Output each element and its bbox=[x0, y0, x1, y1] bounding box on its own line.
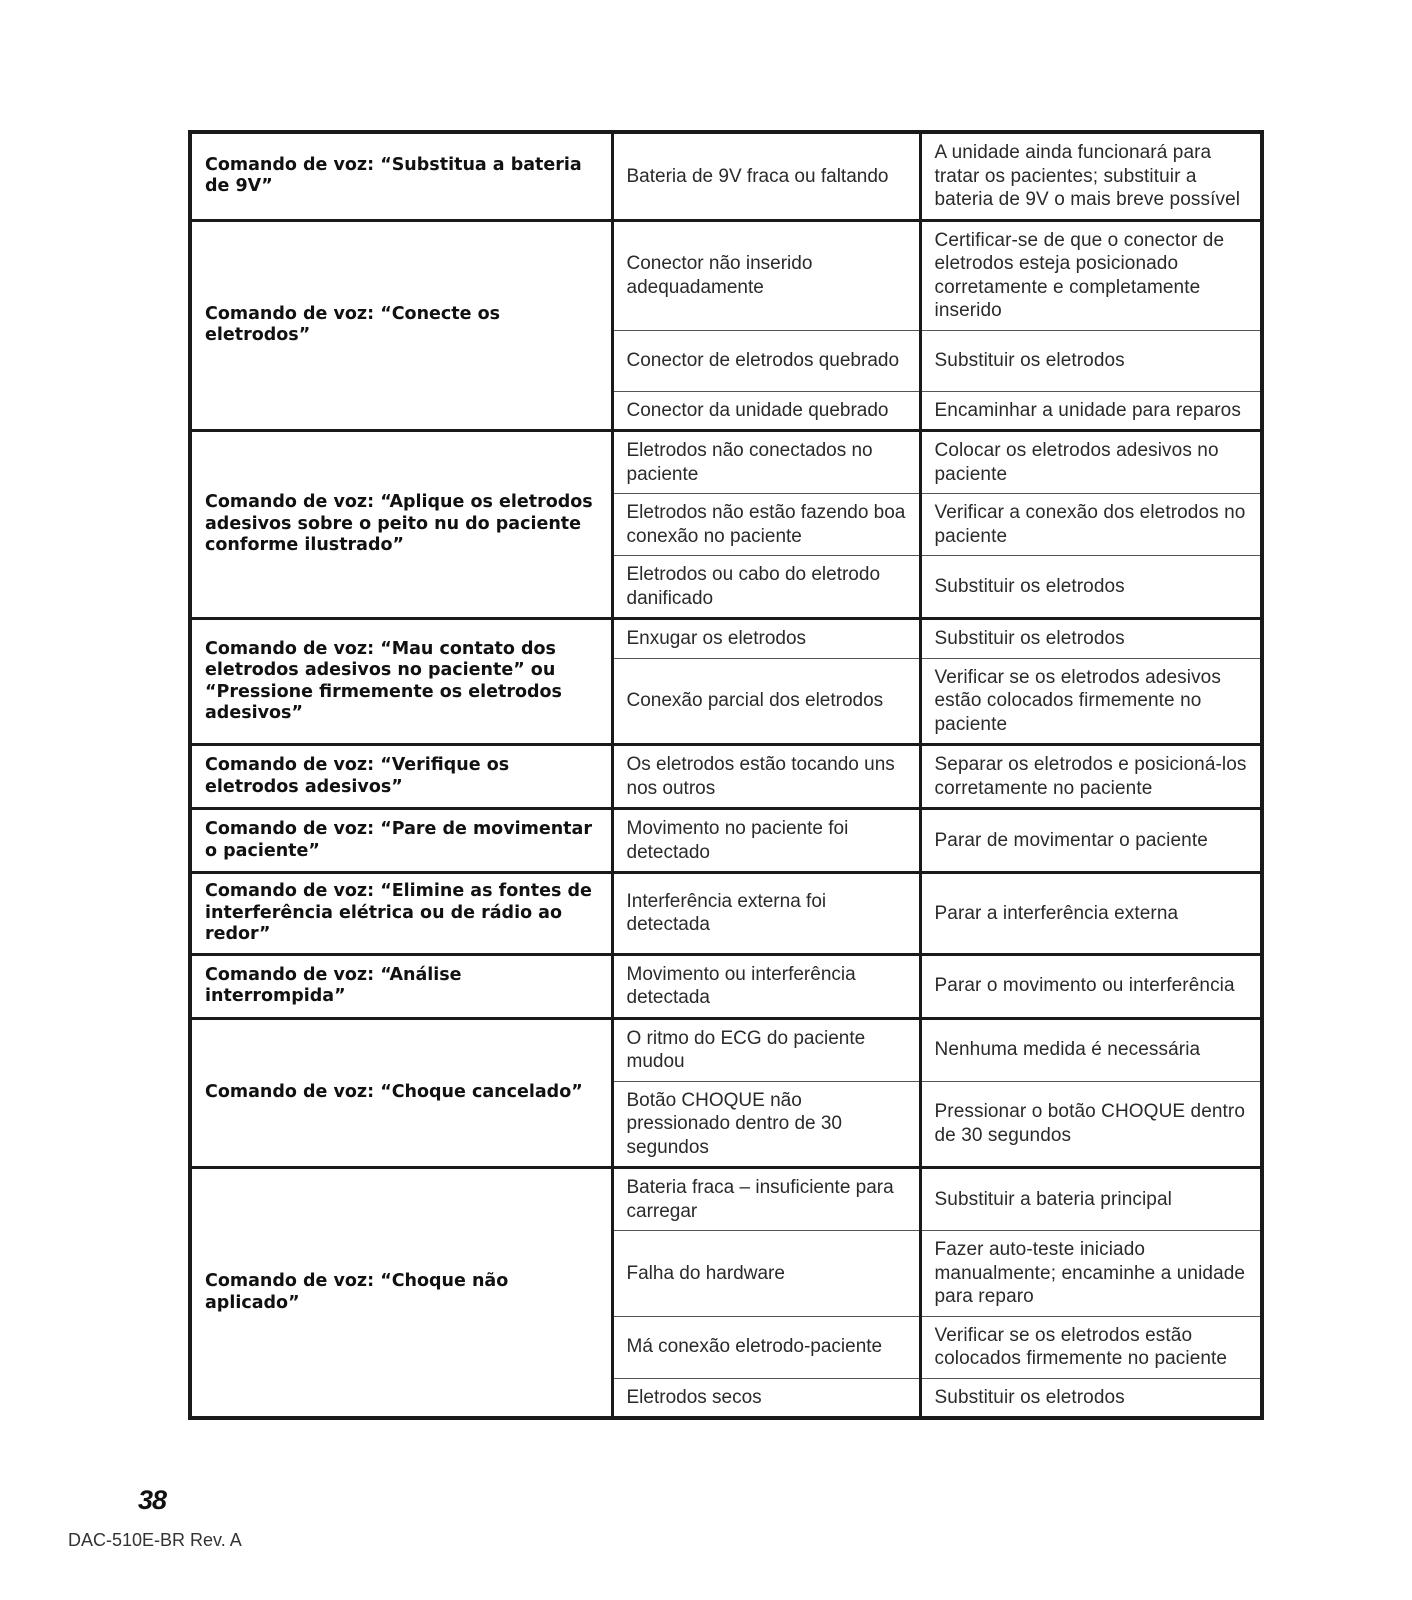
voice-command-cell: Comando de voz: “Aplique os eletrodos adesivos sobre o peito nu do paciente conforme ilustrado” bbox=[190, 431, 612, 619]
voice-command-cell: Comando de voz: “Choque não aplicado” bbox=[190, 1168, 612, 1419]
cause-cell: Conector da unidade quebrado bbox=[612, 391, 920, 431]
table-row bbox=[190, 619, 1262, 659]
cause-cell: Eletrodos ou cabo do eletrodo danificado bbox=[612, 556, 920, 619]
voice-command-cell: Comando de voz: “Choque cancelado” bbox=[190, 1018, 612, 1168]
solution-cell: Verificar se os eletrodos adesivos estão colocados firmemente no paciente bbox=[920, 658, 1262, 745]
table-body bbox=[190, 132, 1262, 1418]
solution-cell: Pressionar o botão CHOQUE dentro de 30 segundos bbox=[920, 1081, 1262, 1168]
cause-cell: Eletrodos secos bbox=[612, 1378, 920, 1418]
solution-cell: Parar de movimentar o paciente bbox=[920, 809, 1262, 873]
solution-cell: Substituir a bateria principal bbox=[920, 1168, 1262, 1231]
voice-command-cell: Comando de voz: “Pare de movimentar o paciente” bbox=[190, 809, 612, 873]
table-row bbox=[190, 1018, 1262, 1081]
cause-cell: Movimento no paciente foi detectado bbox=[612, 809, 920, 873]
cause-cell: Má conexão eletrodo-paciente bbox=[612, 1316, 920, 1378]
cause-cell: Conexão parcial dos eletrodos bbox=[612, 658, 920, 745]
voice-command-cell: Comando de voz: “Verifique os eletrodos adesivos” bbox=[190, 745, 612, 809]
solution-cell: Substituir os eletrodos bbox=[920, 619, 1262, 659]
voice-command-cell: Comando de voz: “Análise interrompida” bbox=[190, 954, 612, 1018]
page-number: 38 bbox=[138, 1485, 167, 1515]
solution-cell: Separar os eletrodos e posicioná-los corretamente no paciente bbox=[920, 745, 1262, 809]
solution-cell: A unidade ainda funcionará para tratar os pacientes; substituir a bateria de 9V o mais breve possível bbox=[920, 132, 1262, 220]
solution-cell: Parar o movimento ou interferência bbox=[920, 954, 1262, 1018]
table-row bbox=[190, 745, 1262, 809]
cause-cell: Os eletrodos estão tocando uns nos outros bbox=[612, 745, 920, 809]
voice-command-cell: Comando de voz: “Substitua a bateria de 9V” bbox=[190, 132, 612, 220]
table-row bbox=[190, 1168, 1262, 1231]
voice-command-cell: Comando de voz: “Elimine as fontes de interferência elétrica ou de rádio ao redor” bbox=[190, 873, 612, 955]
cause-cell: Enxugar os eletrodos bbox=[612, 619, 920, 659]
solution-cell: Colocar os eletrodos adesivos no paciente bbox=[920, 431, 1262, 494]
cause-cell: Conector de eletrodos quebrado bbox=[612, 330, 920, 391]
cause-cell: Bateria fraca – insuficiente para carregar bbox=[612, 1168, 920, 1231]
solution-cell: Substituir os eletrodos bbox=[920, 556, 1262, 619]
solution-cell: Fazer auto-teste iniciado manualmente; encaminhe a unidade para reparo bbox=[920, 1231, 1262, 1317]
cause-cell: Botão CHOQUE não pressionado dentro de 30 segundos bbox=[612, 1081, 920, 1168]
solution-cell: Certificar-se de que o conector de eletrodos esteja posicionado corretamente e completamente inserido bbox=[920, 220, 1262, 330]
table-row bbox=[190, 132, 1262, 220]
table-row bbox=[190, 873, 1262, 955]
solution-cell: Nenhuma medida é necessária bbox=[920, 1018, 1262, 1081]
solution-cell: Verificar a conexão dos eletrodos no paciente bbox=[920, 494, 1262, 556]
cause-cell: Falha do hardware bbox=[612, 1231, 920, 1317]
cause-cell: Conector não inserido adequadamente bbox=[612, 220, 920, 330]
solution-cell: Substituir os eletrodos bbox=[920, 330, 1262, 391]
cause-cell: Movimento ou interferência detectada bbox=[612, 954, 920, 1018]
troubleshooting-table bbox=[188, 130, 1264, 1420]
table-row bbox=[190, 954, 1262, 1018]
cause-cell: O ritmo do ECG do paciente mudou bbox=[612, 1018, 920, 1081]
solution-cell: Encaminhar a unidade para reparos bbox=[920, 391, 1262, 431]
voice-command-cell: Comando de voz: “Mau contato dos eletrodos adesivos no paciente” ou “Pressione firmemente os eletrodos adesivos” bbox=[190, 619, 612, 745]
table-row bbox=[190, 431, 1262, 494]
table-row bbox=[190, 809, 1262, 873]
solution-cell: Verificar se os eletrodos estão colocados firmemente no paciente bbox=[920, 1316, 1262, 1378]
cause-cell: Bateria de 9V fraca ou faltando bbox=[612, 132, 920, 220]
voice-command-cell: Comando de voz: “Conecte os eletrodos” bbox=[190, 220, 612, 431]
cause-cell: Eletrodos não conectados no paciente bbox=[612, 431, 920, 494]
solution-cell: Substituir os eletrodos bbox=[920, 1378, 1262, 1418]
document-code: DAC-510E-BR Rev. A bbox=[68, 1530, 242, 1550]
table-row bbox=[190, 220, 1262, 330]
solution-cell: Parar a interferência externa bbox=[920, 873, 1262, 955]
cause-cell: Eletrodos não estão fazendo boa conexão no paciente bbox=[612, 494, 920, 556]
cause-cell: Interferência externa foi detectada bbox=[612, 873, 920, 955]
